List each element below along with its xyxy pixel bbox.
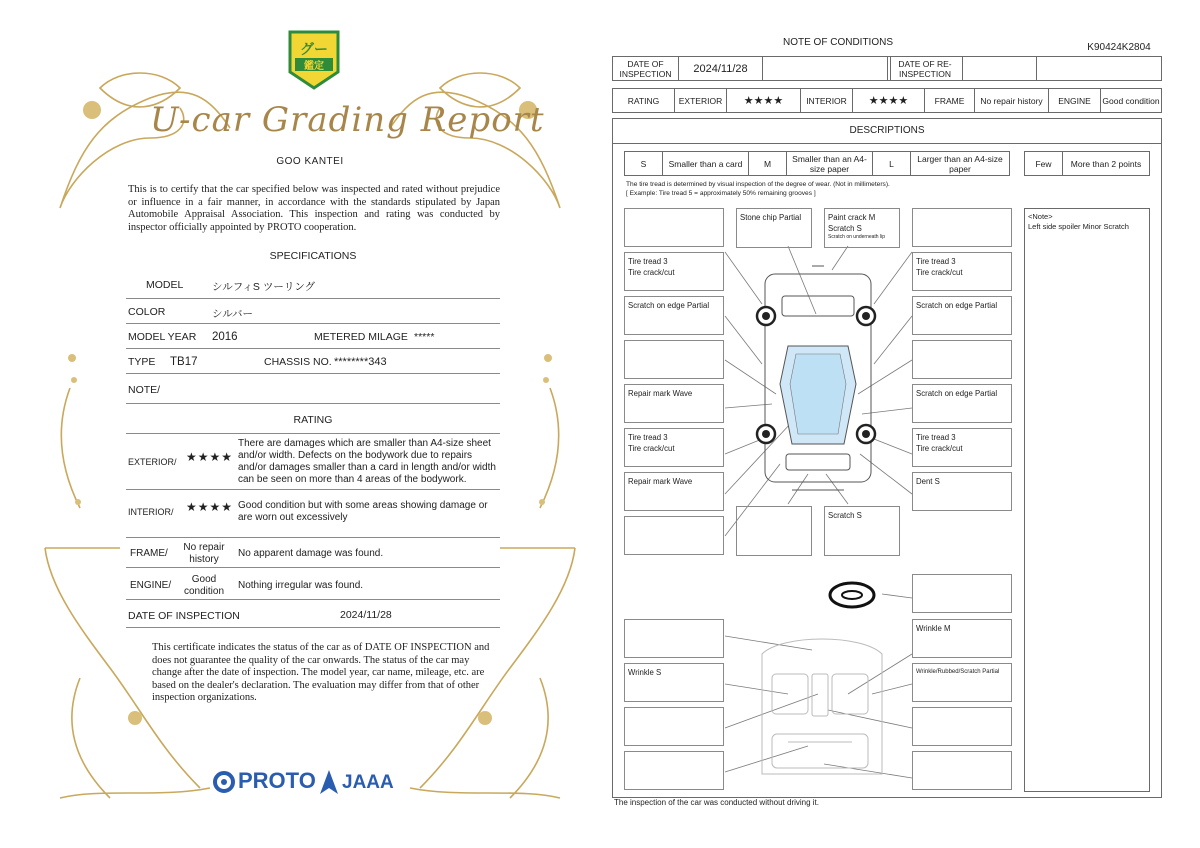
paint-crack-text: Paint crack M bbox=[828, 213, 876, 222]
engine-value: Good condition bbox=[1102, 95, 1160, 106]
certificate-footer: This certificate indicates the status of the car as of DATE OF INSPECTION and does not guarantee the quality of the car onwards. The status of the car may change after the date of inspection. The model year, car name, mileage, etc. are based on the dealer's declaration. The evaluation may differ from that of other inspection organizations. bbox=[152, 642, 490, 703]
interior-description: Good condition but with some areas showing damage or are worn out excessively bbox=[238, 500, 488, 523]
underneath-lip-text: Scratch on underneath lip bbox=[828, 234, 885, 240]
spec-row-note bbox=[126, 374, 500, 404]
rating-row-frame bbox=[126, 538, 500, 568]
condition-box-rear-left bbox=[624, 516, 724, 555]
rear-scratch-text: Scratch S bbox=[828, 511, 862, 520]
date-of-inspection-value: 2024/11/28 bbox=[340, 609, 392, 621]
condition-box-tire-rear-right bbox=[912, 428, 1012, 467]
wrinkle-s-text: Wrinkle S bbox=[628, 668, 662, 677]
scratch-edge-right-text: Scratch on edge Partial bbox=[916, 301, 998, 310]
dent-text: Dent S bbox=[916, 477, 940, 486]
condition-box-interior-6 bbox=[912, 751, 1012, 790]
engine-description: Nothing irregular was found. bbox=[238, 580, 364, 591]
condition-box-rear-center bbox=[736, 506, 812, 556]
model-year-value: 2016 bbox=[212, 331, 238, 343]
sheet-title: NOTE OF CONDITIONS bbox=[783, 37, 893, 48]
proto-logo-icon bbox=[212, 770, 236, 794]
condition-box-wrinkle-s bbox=[624, 663, 724, 702]
condition-box-repair-wave-2 bbox=[624, 472, 724, 511]
tire-rr-crack: Tire crack/cut bbox=[916, 444, 963, 453]
rating-row-engine bbox=[126, 570, 500, 600]
condition-box-wrinkle-m bbox=[912, 619, 1012, 658]
exterior-stars: ★★★★ bbox=[186, 450, 234, 464]
wrinkle-m-text: Wrinkle M bbox=[916, 624, 951, 633]
rating-row-interior bbox=[126, 492, 500, 538]
condition-box-paint-crack bbox=[824, 208, 900, 248]
repair-wave-1-text: Repair mark Wave bbox=[628, 389, 693, 398]
spec-row-year-mileage bbox=[126, 324, 500, 349]
type-label: TYPE bbox=[128, 356, 156, 368]
engine-label: ENGINE bbox=[1049, 89, 1101, 112]
front-scratch-text: Scratch S bbox=[828, 224, 862, 233]
rating-label: RATING bbox=[613, 89, 675, 112]
svg-text:グー: グー bbox=[300, 41, 328, 57]
legend-l-desc: Larger than an A4-size paper bbox=[917, 153, 1003, 174]
gold-ornament-frame bbox=[40, 28, 580, 828]
tread-note-2: [ Example: Tire tread 5 = approximately 50% remaining grooves ] bbox=[626, 190, 816, 197]
condition-box-tire-front-left bbox=[624, 252, 724, 291]
spec-row-type-chassis bbox=[126, 349, 500, 374]
model-value: シルフィS ツーリング bbox=[212, 281, 316, 293]
condition-box-rear-scratch bbox=[824, 506, 900, 556]
certificate-intro: This is to certify that the car specified below was inspected and rated without prejudice or influence in a fair manner, in accordance with the standards stipulated by Japan Automobile Appraisal Association. This inspection and rating was conducted by inspector officially appointed by PROTO cooperation. bbox=[128, 184, 500, 233]
condition-box-left-door-front bbox=[624, 340, 724, 379]
condition-box-front-left bbox=[624, 208, 724, 247]
tread-note-1: The tire tread is determined by visual inspection of the degree of wear. (Not in millimeters). bbox=[626, 181, 890, 188]
exterior-description: There are damages which are smaller than A4-size sheet and/or width. Defects on the bodywork due to repairs and/or damages smaller than a card in length and/or width can be seen on more than 4 areas of the bodywork. bbox=[238, 438, 496, 485]
tire-fl-crack: Tire crack/cut bbox=[628, 268, 675, 277]
specifications-heading: SPECIFICATIONS bbox=[269, 250, 357, 262]
legend-m-desc: Smaller than an A4-size paper bbox=[787, 152, 873, 175]
exterior-label: EXTERIOR/ bbox=[128, 457, 177, 467]
engine-label: ENGINE/ bbox=[130, 580, 172, 591]
note-label: NOTE/ bbox=[128, 384, 161, 396]
condition-box-interior-3 bbox=[624, 707, 724, 746]
condition-box-tire-front-right bbox=[912, 252, 1012, 291]
tire-rr-tread: Tire tread 3 bbox=[916, 433, 956, 442]
condition-box-interior-4 bbox=[912, 707, 1012, 746]
wrinkle-rubbed-text: Wrinkle/Rubbed/Scratch Partial bbox=[916, 669, 1000, 675]
notes-panel: <Note> Left side spoiler Minor Scratch bbox=[1024, 208, 1150, 792]
condition-box-interior-5 bbox=[624, 751, 724, 790]
legend-l: L bbox=[873, 152, 911, 175]
rating-divider bbox=[126, 432, 500, 434]
condition-box-scratch-edge-left bbox=[624, 296, 724, 335]
frame-description: No apparent damage was found. bbox=[238, 548, 384, 559]
model-year-label: MODEL YEAR bbox=[128, 331, 197, 343]
tire-rl-tread: Tire tread 3 bbox=[628, 433, 668, 442]
svg-text:鑑定: 鑑定 bbox=[304, 61, 324, 72]
interior-label: INTERIOR/ bbox=[128, 507, 174, 517]
chassis-label: CHASSIS NO. bbox=[264, 356, 332, 368]
condition-box-stone-chip bbox=[736, 208, 812, 248]
condition-box-wrinkle-rubbed bbox=[912, 663, 1012, 702]
condition-box-front-right bbox=[912, 208, 1012, 247]
rating-row-exterior bbox=[126, 438, 500, 490]
report-title: U-car Grading Report bbox=[150, 100, 545, 140]
date-of-inspection-label: DATE OF INSPECTION bbox=[128, 610, 240, 622]
reinspection-label: DATE OF RE-INSPECTION bbox=[887, 57, 963, 80]
sheet-footer: The inspection of the car was conducted without driving it. bbox=[614, 798, 819, 807]
goo-kantei-badge-logo bbox=[286, 28, 342, 92]
interior-stars: ★★★★ bbox=[853, 89, 925, 112]
repair-wave-2-text: Repair mark Wave bbox=[628, 477, 693, 486]
stone-chip-text: Stone chip Partial bbox=[740, 213, 802, 222]
engine-value: Good condition bbox=[183, 574, 225, 597]
spec-row-color bbox=[126, 299, 500, 324]
condition-box-scratch-edge-right-2 bbox=[912, 384, 1012, 423]
scratch-edge-right-2-text: Scratch on edge Partial bbox=[916, 389, 998, 398]
interior-stars: ★★★★ bbox=[186, 500, 234, 514]
mileage-value: ***** bbox=[414, 331, 435, 343]
date-inspection-value: 2024/11/28 bbox=[679, 57, 763, 80]
jaaa-logo-icon bbox=[318, 768, 340, 796]
condition-box-right-door-front bbox=[912, 340, 1012, 379]
condition-box-repair-wave-1 bbox=[624, 384, 724, 423]
rating-row-date bbox=[126, 602, 500, 628]
frame-value: No repair history bbox=[975, 89, 1049, 112]
grading-certificate bbox=[40, 28, 580, 828]
descriptions-heading: DESCRIPTIONS bbox=[849, 125, 925, 136]
condition-box-tire-rear-left bbox=[624, 428, 724, 467]
frame-label: FRAME/ bbox=[130, 548, 168, 559]
legend-few-desc: More than 2 points bbox=[1070, 158, 1142, 169]
legend-few: Few bbox=[1025, 152, 1063, 175]
frame-label: FRAME bbox=[925, 89, 975, 112]
jaaa-brand: JAAA bbox=[342, 772, 394, 793]
exterior-label: EXTERIOR bbox=[675, 89, 727, 112]
legend-s-desc: Smaller than a card bbox=[663, 152, 749, 175]
chassis-value: ********343 bbox=[334, 356, 387, 368]
condition-box-dent bbox=[912, 472, 1012, 511]
condition-box-scratch-edge-right bbox=[912, 296, 1012, 335]
exterior-stars: ★★★★ bbox=[727, 89, 801, 112]
legend-m: M bbox=[749, 152, 787, 175]
frame-value: No repair history bbox=[183, 542, 225, 565]
color-label: COLOR bbox=[128, 306, 166, 318]
report-subtitle: GOO KANTEI bbox=[276, 156, 344, 167]
date-inspection-label: DATE OF INSPECTION bbox=[613, 57, 679, 80]
proto-brand: PROTO bbox=[238, 768, 316, 793]
mileage-label: METERED MILAGE bbox=[314, 331, 408, 343]
tire-rl-crack: Tire crack/cut bbox=[628, 444, 675, 453]
spec-row-model bbox=[126, 270, 500, 299]
tire-fl-tread: Tire tread 3 bbox=[628, 257, 668, 266]
condition-box-interior-1 bbox=[624, 619, 724, 658]
condition-box-steering bbox=[912, 574, 1012, 613]
tire-fr-tread: Tire tread 3 bbox=[916, 257, 956, 266]
color-value: シルバー bbox=[212, 308, 254, 320]
model-label: MODEL bbox=[146, 279, 184, 291]
interior-label: INTERIOR bbox=[801, 89, 853, 112]
rating-heading: RATING bbox=[293, 414, 333, 426]
tire-fr-crack: Tire crack/cut bbox=[916, 268, 963, 277]
scratch-edge-left-text: Scratch on edge Partial bbox=[628, 301, 710, 310]
note-of-conditions-sheet bbox=[612, 34, 1164, 814]
type-value: TB17 bbox=[170, 356, 198, 368]
legend-s: S bbox=[625, 152, 663, 175]
reference-number: K90424K2804 bbox=[1087, 42, 1151, 53]
